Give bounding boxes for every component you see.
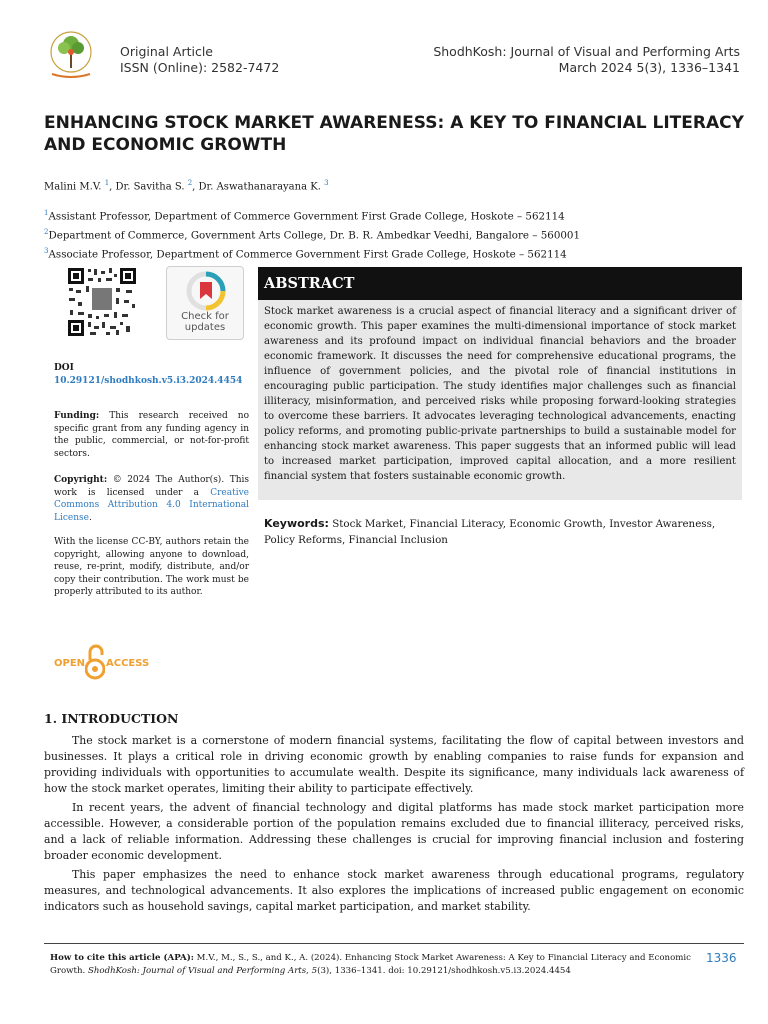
doi-label: DOI: [54, 363, 74, 373]
article-title: ENHANCING STOCK MARKET AWARENESS: A KEY TO FINANCIAL LITERACY AND ECONOMIC GROWTH: [44, 113, 744, 155]
copyright-text: © 2024 The Author(s). This work is licensed under a: [54, 475, 249, 498]
issn: ISSN (Online): 2582-7472: [120, 60, 280, 75]
copyright-label: Copyright:: [54, 475, 108, 485]
open-access-access: ACCESS: [106, 658, 150, 669]
header-left: [120, 44, 279, 76]
cite-journal: ShodhKosh: Journal of Visual and Performing Arts, 5: [87, 966, 318, 976]
affiliation: $^1$Assistant Professor, Department of Commerce Government First Grade College, Hoskote – 562114: [44, 209, 565, 223]
footer-divider: [44, 943, 744, 944]
crossmark-line1: Check for: [181, 311, 229, 322]
author-list: Malini M.V. $^1$, Dr. Savitha S. $^2$, Dr. Aswathanarayana K. $^3$: [44, 179, 329, 193]
copyright-statement: Copyright: © 2024 The Author(s). This work is licensed under a Creative Commons Attribution 4.0 International License.: [54, 475, 249, 523]
doi-block: [54, 362, 249, 387]
open-access-open: OPEN: [54, 658, 86, 669]
cite-label: How to cite this article (APA):: [50, 953, 194, 963]
author-affil-ref[interactable]: 1: [104, 179, 110, 187]
cite-end: (3), 1336–1341. doi: 10.29121/shodhkosh.v5.i3.2024.4454: [317, 966, 571, 976]
author-name[interactable]: Malini M.V.: [44, 181, 102, 193]
introduction-body: [44, 733, 744, 918]
license-link[interactable]: Creative Commons Attribution 4.0 International License: [54, 487, 249, 523]
keywords-label: Keywords:: [264, 517, 329, 530]
affiliation: $^3$Associate Professor, Department of Commerce Government First Grade College, Hoskote – 562114: [44, 246, 567, 261]
keywords: [264, 516, 740, 548]
journal-name: ShodhKosh: Journal of Visual and Performing Arts: [433, 44, 740, 59]
abstract-text: Stock market awareness is a crucial aspect of financial literacy and a significant driver of economic growth. This paper examines the multi-dimensional importance of stock market awareness and its profound impact on individual financial behaviors and the broader economic framework. It discusses the need for comprehensive educational programs, the influence of government policies, and the pivotal role of financial institutions in encouraging public participation. The study identifies major challenges such as financial illiteracy, misinformation, and perceived risks while proposing forward-looking strategies to overcome these barriers. It advocates leveraging technological advancements, enacting policy reforms, and promoting public-private partnerships to build a sustainable model for enhancing stock market awareness. This paper suggests that an informed public will lead to increased market participation, improved capital allocation, and a more resilient financial system that fosters sustainable economic growth.: [258, 300, 742, 500]
crossmark-icon: [186, 271, 226, 311]
article-type: Original Article: [120, 44, 213, 59]
page-header: [40, 28, 740, 84]
page-number: 1336: [706, 951, 737, 965]
crossmark-line2: updates: [184, 322, 226, 333]
header-right: [433, 44, 740, 76]
license-text: With the license CC-BY, authors retain the copyright, allowing anyone to download, reuse, re-print, modify, distribute, and/or copy their contribution. The work must be properly attributed to its author.: [54, 537, 249, 597]
author-affil-ref[interactable]: 2: [187, 179, 193, 187]
author-name[interactable]: Dr. Aswathanarayana K.: [198, 181, 321, 193]
funding-label: Funding:: [54, 411, 100, 421]
keywords-text: Stock Market, Financial Literacy, Economic Growth, Investor Awareness, Policy Reforms, Financial Inclusion: [264, 518, 716, 546]
affiliation-list: [44, 206, 734, 263]
abstract-heading: ABSTRACT: [258, 267, 742, 300]
paragraph: The stock market is a cornerstone of modern financial systems, facilitating the flow of capital between investors and businesses. It plays a critical role in driving economic growth by enabling companies to raise funds for expansion and providing individuals with opportunities to accumulate wealth. Despite its significance, many individuals lack awareness of how the stock market operates, limiting their ability to participate effectively.: [44, 734, 744, 795]
check-for-updates-badge[interactable]: [166, 266, 244, 340]
funding-text: This research received no specific grant from any funding agency in the public, commercial, or not-for-profit sectors.: [54, 411, 249, 459]
open-lock-icon: [85, 644, 105, 680]
author-affil-ref[interactable]: 3: [324, 179, 329, 187]
issue-info: March 2024 5(3), 1336–1341: [558, 60, 740, 75]
open-access-logo: [54, 644, 164, 680]
citation-footer: [50, 952, 700, 978]
author-name[interactable]: Dr. Savitha S.: [115, 181, 185, 193]
funding-statement: [54, 410, 249, 460]
paragraph: This paper emphasizes the need to enhance stock market awareness through educational programs, regulatory measures, and technological advancements. It also explores the implications of increased public engagement on economic indicators such as household savings, capital market participation, and market stability.: [44, 868, 744, 913]
journal-logo-icon: [40, 28, 102, 82]
affiliation: $^2$Department of Commerce, Government Arts College, Dr. B. R. Ambedkar Veedhi, Bangalore – 560001: [44, 227, 581, 242]
qr-code-icon[interactable]: [66, 266, 138, 338]
section-heading: 1. INTRODUCTION: [44, 711, 179, 726]
cite-text: M.V., M., S., S., and K., A. (2024). Enhancing Stock Market Awareness: A Key to Financial Literacy and Economic Growth.: [50, 953, 691, 976]
paragraph: In recent years, the advent of financial technology and digital platforms has made stock market participation more accessible. However, a considerable portion of the population remains excluded due to financial illiteracy, perceived risks, and a lack of reliable information. Addressing these challenges is crucial for improving financial inclusion and fostering broader economic development.: [44, 801, 744, 862]
doi-link[interactable]: 10.29121/shodhkosh.v5.i3.2024.4454: [54, 375, 243, 386]
